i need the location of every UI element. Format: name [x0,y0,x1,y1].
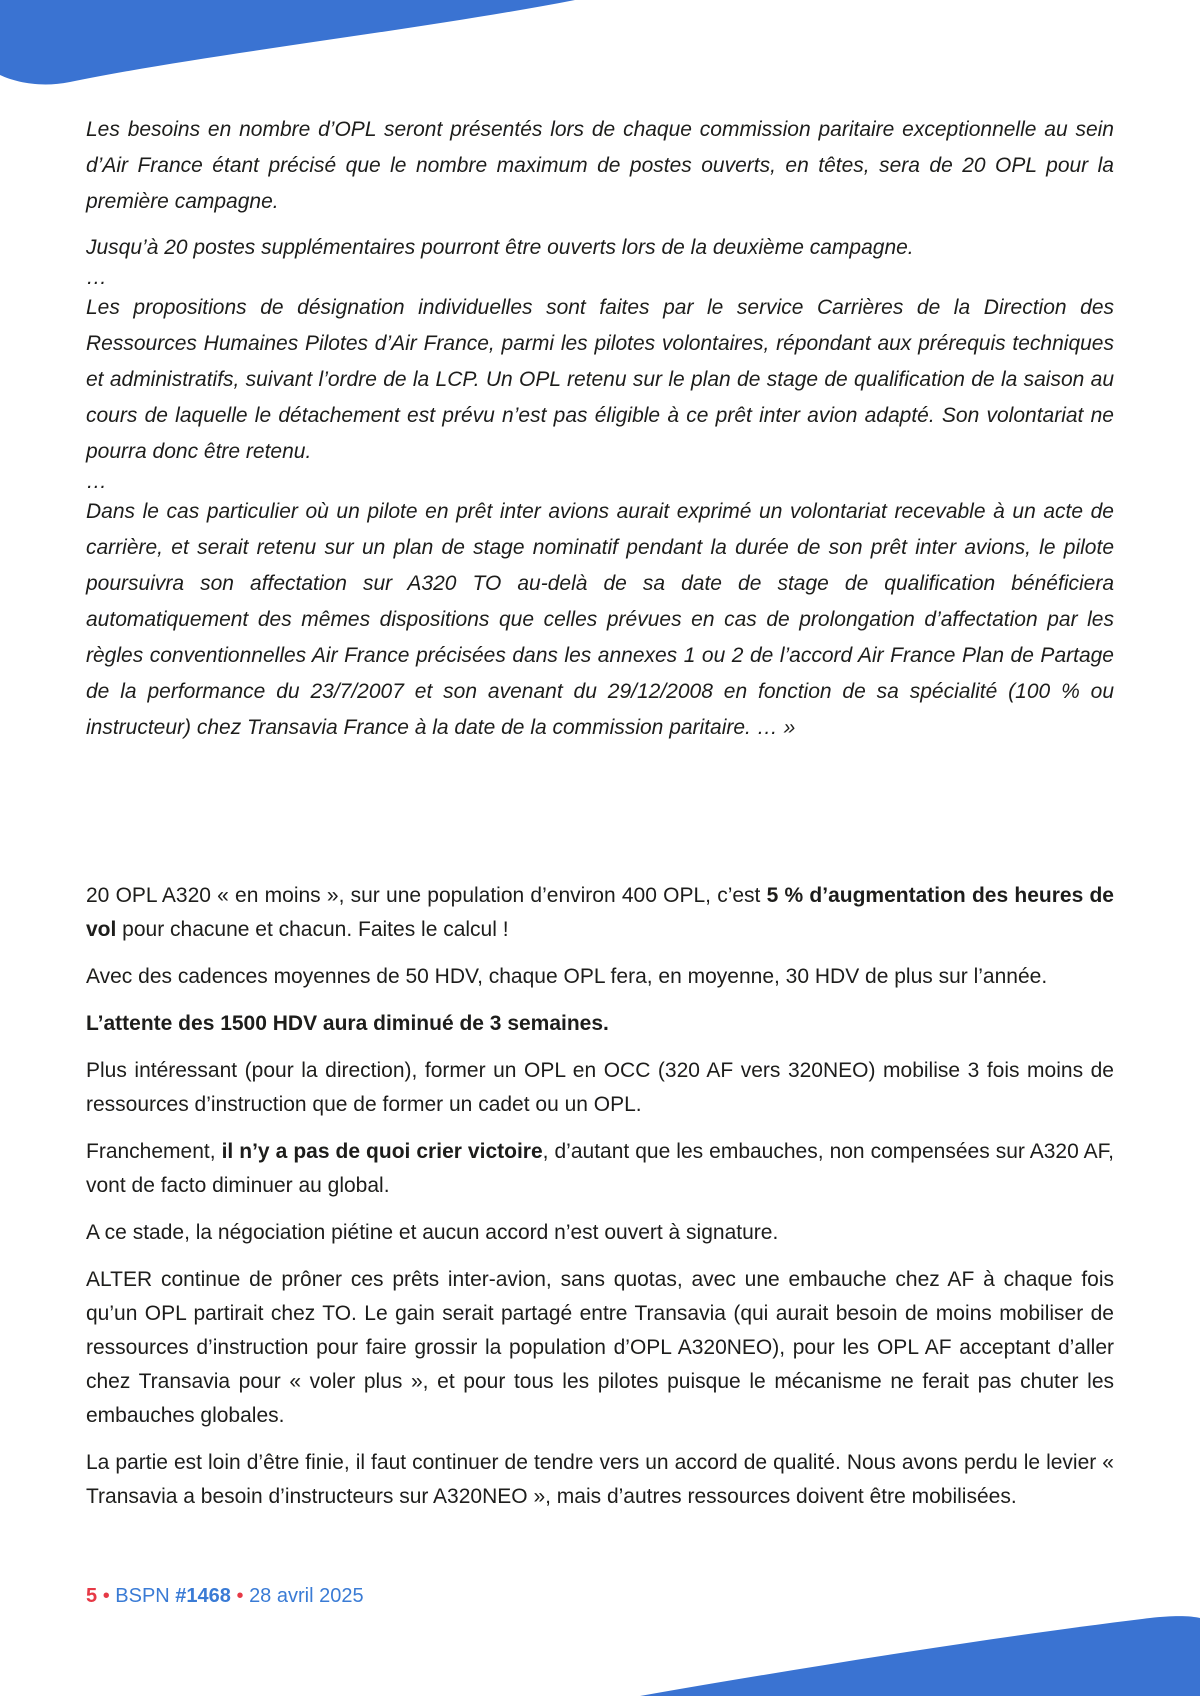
bullet-separator: • [102,1585,110,1607]
top-wave-decoration [0,0,600,90]
body-paragraph-8: La partie est loin d’être finie, il faut continuer de tendre vers un accord de qualité. Nous avons perdu le levier « Transavia a besoin d’instructeurs sur A320NEO », mais d’autres ressources doivent être mobilisées. [86,1451,1114,1508]
body-paragraph-4: Plus intéressant (pour la direction), former un OPL en OCC (320 AF vers 320NEO) mobilise 3 fois moins de ressources d’instruction que de former un cadet ou un OPL. [86,1059,1114,1116]
quote-paragraph-4: Dans le cas particulier où un pilote en prêt inter avions aurait exprimé un volontariat recevable à un acte de carrière, et serait retenu sur un plan de stage nominatif pendant la durée de son prêt inter avions, le pilote poursuivra son affectation sur A320 TO au-delà de sa date de stage de qualification bénéficiera automatiquement des mêmes dispositions que celles prévues en cas de prolongation d’affectation par les règles conventionnelles Air France précisées dans les annexes 1 ou 2 de l’accord Air France Plan de Partage de la performance du 23/7/2007 et son avenant du 29/12/2008 en fonction de sa spécialité (100 % ou instructeur) chez Transavia France à la date de la commission paritaire. … » [86,500,1114,739]
publication-name: BSPN [115,1585,170,1607]
body-paragraph-3: L’attente des 1500 HDV aura diminué de 3 semaines. [86,1012,609,1035]
body-paragraph-6: A ce stade, la négociation piétine et aucun accord n’est ouvert à signature. [86,1221,779,1244]
quote-paragraph-2: Jusqu’à 20 postes supplémentaires pourront être ouverts lors de la deuxième campagne. [86,236,914,259]
issue-number: #1468 [175,1585,231,1607]
quoted-agreement-excerpt [86,112,1114,746]
body-paragraph-2: Avec des cadences moyennes de 50 HDV, chaque OPL fera, en moyenne, 30 HDV de plus sur l’année. [86,965,1048,988]
body-paragraph-7: ALTER continue de prôner ces prêts inter-avion, sans quotas, avec une embauche chez AF à chaque fois qu’un OPL partirait chez TO. Le gain serait partagé entre Transavia (qui aurait besoin de moins mobiliser de ressources d’instruction pour faire grossir la population d’OPL A320NEO), pour les OPL AF acceptant d’aller chez Transavia pour « voler plus », et pour tous les pilotes puisque le mécanisme ne ferait pas chuter les embauches globales. [86,1268,1114,1427]
quote-paragraph-3: Les propositions de désignation individuelles sont faites par le service Carrières de la Direction des Ressources Humaines Pilotes d’Air France, parmi les pilotes volontaires, répondant aux prérequis techniques et administratifs, suivant l’ordre de la LCP. Un OPL retenu sur le plan de stage de qualification de la saison au cours de laquelle le détachement est prévu n’est pas éligible à ce prêt inter avion adapté. Son volontariat ne pourra donc être retenu. [86,296,1114,463]
article-body [86,879,1114,1527]
quote-ellipsis-2: … [86,470,107,493]
bullet-separator: • [236,1585,244,1607]
publication-date: 28 avril 2025 [249,1585,364,1607]
page-number: 5 [86,1585,98,1607]
bottom-wave-decoration [0,1596,1200,1696]
quote-ellipsis-1: … [86,266,107,289]
quote-paragraph-1: Les besoins en nombre d’OPL seront présentés lors de chaque commission paritaire exceptionnelle au sein d’Air France étant précisé que le nombre maximum de postes ouverts, en têtes, sera de 20 OPL pour la première campagne. [86,118,1114,213]
body-paragraph-1: 20 OPL A320 « en moins », sur une population d’environ 400 OPL, c’est 5 % d’augmentation des heures de vol pour chacune et chacun. Faites le calcul ! [86,884,1114,941]
body-paragraph-5: Franchement, il n’y a pas de quoi crier victoire, d’autant que les embauches, non compensées sur A320 AF, vont de facto diminuer au global. [86,1140,1114,1197]
